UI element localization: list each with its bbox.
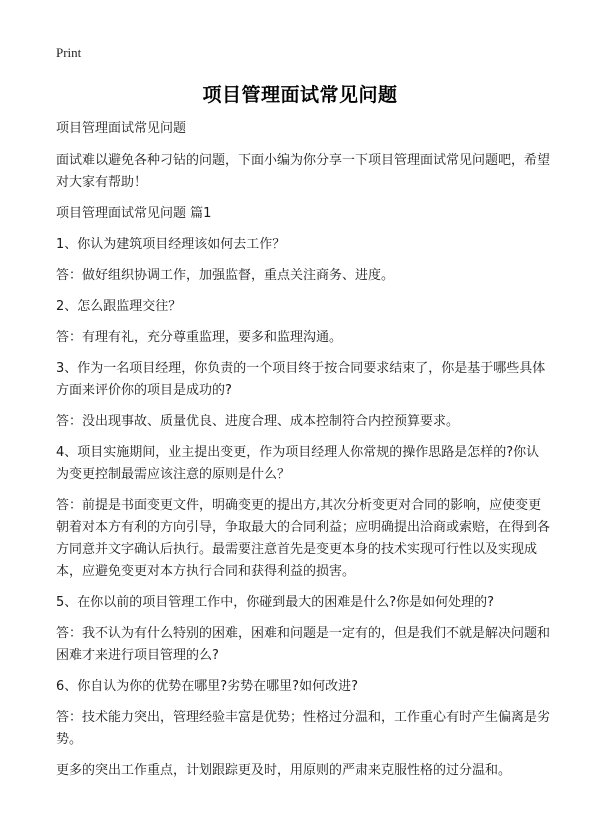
question-5: 5、在你以前的项目管理工作中，你碰到最大的困难是什么?你是如何处理的? — [56, 595, 495, 610]
answer-4: 答：前提是书面变更文件，明确变更的提出方,其次分析变更对合同的影响，应使变更朝着对本方有利的方向引导，争取最大的合同利益；应明确提出洽商或索赔，在得到各方同意并文字确认后执行。最需要注意首先是变更本身的技术实现可行性以及实现成本，应避免变更对本方执行合同和获得利益的损害。 — [56, 498, 551, 579]
question-3: 3、作为一名项目经理，你负责的一个项目终于按合同要求结束了，你是基于哪些具体方面来评价你的项目是成功的? — [56, 361, 546, 398]
answer-1: 答：做好组织协调工作，加强监督，重点关注商务、进度。 — [56, 268, 395, 283]
document-subtitle: 项目管理面试常见问题 — [56, 121, 187, 136]
section-heading: 项目管理面试常见问题 篇1 — [56, 206, 212, 221]
answer-5: 答：我不认为有什么特别的困难，困难和问题是一定有的，但是我们不就是解决问题和困难才来进行项目管理的么? — [56, 626, 551, 663]
document-title: 项目管理面试常见问题 — [202, 84, 398, 106]
answer-2: 答：有理有礼，充分尊重监理，要多和监理沟通。 — [56, 330, 343, 345]
answer-6: 答：技术能力突出，管理经验丰富是优势；性格过分温和，工作重心有时产生偏离是劣势。 — [56, 710, 551, 747]
question-4: 4、项目实施期间，业主提出变更，作为项目经理人你常规的操作思路是怎样的?你认为变更控制最需应该注意的原则是什么？ — [56, 445, 540, 482]
print-label: Print — [56, 45, 82, 60]
document-body — [56, 118, 552, 791]
question-1: 1、你认为建筑项目经理该如何去工作？ — [56, 237, 286, 252]
question-2: 2、怎么跟监理交往？ — [56, 299, 182, 314]
answer-3: 答：没出现事故、质量优良、进度合理、成本控制符合内控预算要求。 — [56, 414, 460, 429]
question-6: 6、你自认为你的优势在哪里?劣势在哪里?如何改进? — [56, 679, 358, 694]
intro-paragraph: 面试难以避免各种刁钻的问题，下面小编为你分享一下项目管理面试常见问题吧，希望对大家有帮助！ — [56, 153, 551, 190]
closing-paragraph: 更多的突出工作重点，计划跟踪更及时，用原则的严肃来克服性格的过分温和。 — [56, 763, 512, 778]
